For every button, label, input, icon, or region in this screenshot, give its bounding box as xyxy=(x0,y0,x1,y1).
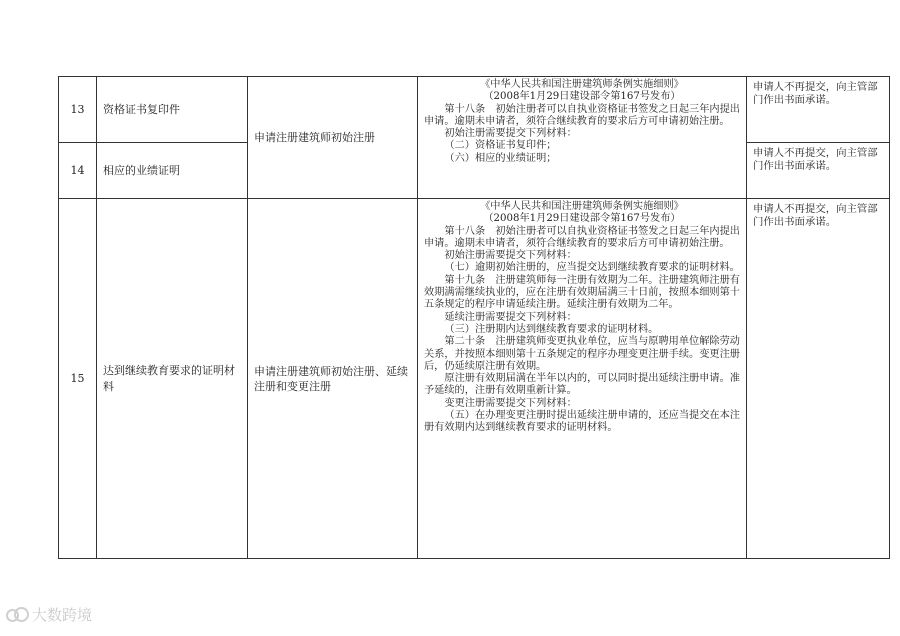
row-number: 15 xyxy=(59,199,97,559)
basis-line: 初始注册需要提交下列材料： xyxy=(444,128,577,140)
basis-line: 变更注册需要提交下列材料： xyxy=(444,397,577,409)
material-name: 资格证书复印件 xyxy=(97,77,248,143)
material-name: 相应的业绩证明 xyxy=(97,143,248,199)
table-row xyxy=(59,199,890,559)
basis-line: 延续注册需要提交下列材料： xyxy=(444,311,577,323)
basis-article: 第十八条 初始注册者可以自执业资格证书签发之日起三年内提出申请。逾期未申请者，须符合继续教育的要求后方可申请初始注册。 xyxy=(424,225,740,249)
watermark xyxy=(6,604,92,625)
basis-line: （六）相应的业绩证明； xyxy=(444,152,557,164)
legal-basis xyxy=(418,199,747,559)
basis-line: （五）在办理变更注册时提出延续注册申请的，还应当提交在本注册有效期内达到继续教育要求的证明材料。 xyxy=(424,410,740,434)
basis-source: （2008年1月29日建设部令第167号发布） xyxy=(483,213,681,225)
basis-line: （二）资格证书复印件； xyxy=(444,140,557,152)
row-number: 14 xyxy=(59,143,97,199)
remark-text: 申请人不再提交，向主管部门作出书面承诺。 xyxy=(753,203,878,228)
watermark-text: 大数跨境 xyxy=(32,606,93,624)
basis-title: 《中华人民共和国注册建筑师条例实施细则》 xyxy=(480,201,684,212)
legal-basis xyxy=(418,77,747,199)
table-row xyxy=(59,77,890,143)
basis-title: 《中华人民共和国注册建筑师条例实施细则》 xyxy=(480,79,684,90)
remark xyxy=(747,143,890,199)
material-name: 达到继续教育要求的证明材料 xyxy=(97,199,248,559)
basis-article: 第二十条 注册建筑师变更执业单位，应当与原聘用单位解除劳动关系，并按照本细则第十五条规定的程序办理变更注册手续。变更注册后，仍延续原注册有效期。 xyxy=(424,336,740,372)
remark xyxy=(747,77,890,143)
watermark-logo-icon xyxy=(6,607,28,623)
remark xyxy=(747,199,890,559)
remark-text: 申请人不再提交，向主管部门作出书面承诺。 xyxy=(753,81,878,106)
basis-source: （2008年1月29日建设部令第167号发布） xyxy=(483,91,681,103)
basis-line: 原注册有效期届满在半年以内的，可以同时提出延续注册申请。准予延续的，注册有效期重新计算。 xyxy=(424,373,740,397)
basis-article: 第十九条 注册建筑师每一注册有效期为二年。注册建筑师注册有效期满需继续执业的，应在注册有效期届满三十日前，按照本细则第十五条规定的程序申请延续注册。延续注册有效期为二年。 xyxy=(424,274,740,311)
application-type: 申请注册建筑师初始注册、延续注册和变更注册 xyxy=(248,199,418,559)
materials-table xyxy=(58,76,890,559)
application-type: 申请注册建筑师初始注册 xyxy=(248,77,418,199)
basis-line: 初始注册需要提交下列材料： xyxy=(444,250,577,262)
basis-article: 第十八条 初始注册者可以自执业资格证书签发之日起三年内提出申请。逾期未申请者，须符合继续教育的要求后方可申请初始注册。 xyxy=(424,103,740,127)
remark-text: 申请人不再提交，向主管部门作出书面承诺。 xyxy=(753,147,878,172)
basis-line: （三）注册期内达到继续教育要求的证明材料。 xyxy=(444,323,659,335)
row-number: 13 xyxy=(59,77,97,143)
basis-line: （七）逾期初始注册的，应当提交达到继续教育要求的证明材料。 xyxy=(444,262,740,274)
